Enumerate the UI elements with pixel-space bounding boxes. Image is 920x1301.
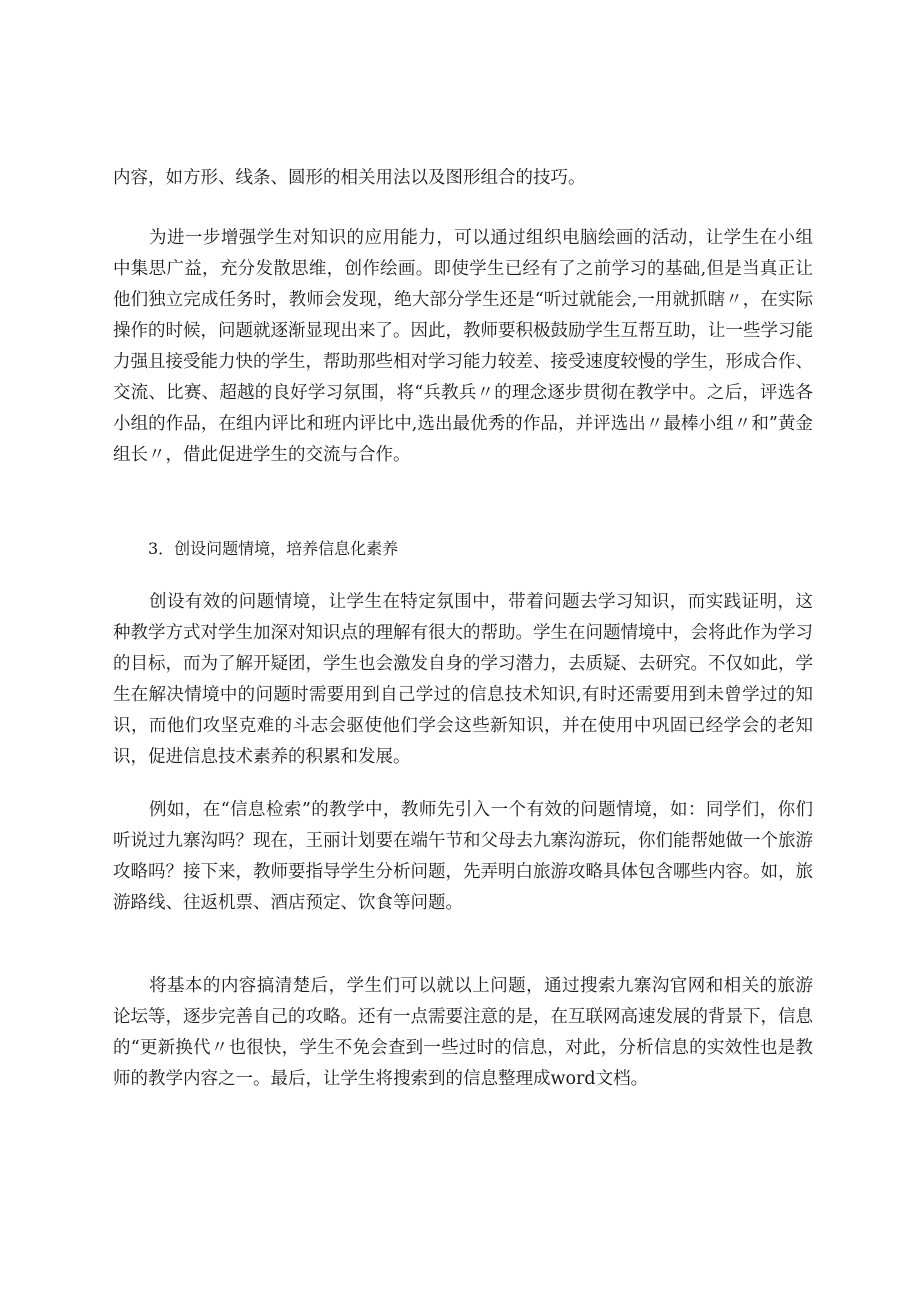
paragraph-search-steps: 将基本的内容搞清楚后，学生们可以就以上问题，通过搜索九寨沟官网和相关的旅游论坛等，逐步完善自己的攻略。还有一点需要注意的是，在互联网高速发展的背景下，信息的“更新换代〃也很快，学生不免会查到一些过时的信息，对此，分析信息的实效性也是教师的教学内容之一。最后，让学生将搜索到的信息整理成word文档。 (113, 976, 813, 1089)
paragraph-group-drawing: 为进一步增强学生对知识的应用能力，可以通过组织电脑绘画的活动，让学生在小组中集思广益，充分发散思维，创作绘画。即使学生已经有了之前学习的基础,但是当真正让他们独立完成任务时，教师会发现，绝大部分学生还是“听过就能会,一用就抓瞎〃，在实际操作的时候，问题就逐渐显现出来了。因此，教师要积极鼓励学生互帮互助，让一些学习能力强且接受能力快的学生，帮助那些相对学习能力较差、接受速度较慢的学生，形成合作、交流、比赛、超越的良好学习氛围，将“兵教兵〃的理念逐步贯彻在教学中。之后，评选各小组的作品，在组内评比和班内评比中,选出最优秀的作品，并评选出〃最棒小组〃和”黄金组长〃，借此促进学生的交流与合作。 (113, 228, 813, 465)
paragraph-continuation: 内容，如方形、线条、圆形的相关用法以及图形组合的技巧。 (113, 168, 586, 188)
paragraph-example: 例如，在“信息检索”的教学中，教师先引入一个有效的问题情境，如：同学们，你们听说过九寨沟吗？现在，王丽计划要在端午节和父母去九寨沟游玩，你们能帮她做一个旅游攻略吗？接下来，教师要指导学生分析问题，先弄明白旅游攻略具体包含哪些内容。如，旅游路线、往返机票、酒店预定、饮食等问题。 (113, 800, 813, 913)
section-heading: 3．创设问题情境，培养信息化素养 (148, 539, 399, 558)
paragraph-problem-situation: 创设有效的问题情境，让学生在特定氛围中，带着问题去学习知识，而实践证明，这种教学方式对学生加深对知识点的理解有很大的帮助。学生在问题情境中，会将此作为学习的目标，而为了解开疑团，学生也会激发自身的学习潜力，去质疑、去研究。不仅如此，学生在解决情境中的问题时需要用到自己学过的信息技术知识,有时还需要用到未曾学过的知识，而他们攻坚克难的斗志会驱使他们学会这些新知识，并在使用中巩固已经学会的老知识，促进信息技术素养的积累和发展。 (113, 592, 813, 767)
